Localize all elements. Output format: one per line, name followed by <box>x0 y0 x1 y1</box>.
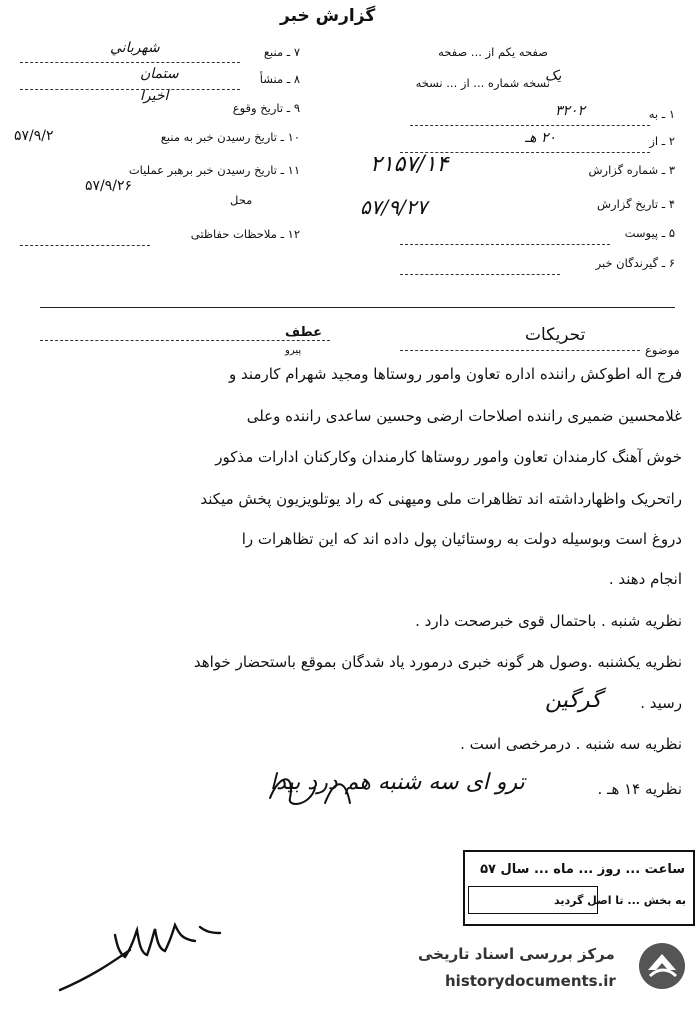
reference-label: عطف <box>285 325 323 340</box>
field-from-label: ۲ ـ از <box>649 134 675 148</box>
field-source-label: ۷ ـ منبع <box>263 45 300 59</box>
field-copy-label: نسخه شماره ... از ... نسخه <box>415 76 550 90</box>
field-security-notes-label: ۱۲ ـ ملاحظات حفاظتی <box>190 227 300 241</box>
field-to-label: ۱ ـ به <box>648 107 675 121</box>
stamp-line-1: ساعت ... روز ... ماه ... سال ۵۷ <box>480 862 685 877</box>
field-report-date-value: ۵۷/۹/۲۷ <box>360 195 428 219</box>
body-line-5: دروغ است وبوسیله دولت به روستائیان پول داده اند که این تظاهرات را <box>241 530 682 548</box>
body-line-4: راتحریک واظهارداشته اند تظاهرات ملی ومیهنی که راد یوتلویزیون پخش میکند <box>200 490 682 508</box>
handwritten-opinion-note: ترو ای سه شنبه هم درد بیدا <box>270 770 525 795</box>
archive-logo-icon <box>636 940 688 992</box>
field-source-line <box>20 62 240 63</box>
field-security-notes-line <box>20 245 150 246</box>
field-origin-line <box>20 89 240 90</box>
opinion-sunday-cont: رسید . <box>640 694 682 712</box>
opinion-saturday: نظریه شنبه . باحتمال قوی خبرصحت دارد . <box>415 612 682 630</box>
subject-value: تحریکات <box>525 325 586 345</box>
field-occurrence-date <box>160 101 300 115</box>
field-source-receive-date <box>100 130 300 144</box>
body-line-6: انجام دهند . <box>608 570 682 588</box>
archive-logo-name: مرکز بررسی اسناد تاریخی <box>418 945 615 963</box>
field-source <box>160 45 300 59</box>
reference-sub-label: پیرو <box>285 345 302 356</box>
field-ops-receive-date <box>100 163 300 177</box>
field-occurrence-date-label: ۹ ـ تاریخ وقوع <box>232 101 300 115</box>
body-line-2: غلامحسین ضمیری راننده اصلاحات ارضی وحسین ساعدی راننده وعلی <box>246 407 682 425</box>
field-recipients-line <box>400 274 560 275</box>
header-separator <box>40 307 675 308</box>
body-line-1: فرج اله اطوکش راننده اداره تعاون وامور روستاها وم‍جید شهرام کارمند و <box>229 365 682 383</box>
field-page: صفحه یکم از ... صفحه <box>438 45 548 59</box>
field-source-value: شهرباني <box>110 40 160 56</box>
field-attachment-label: ۵ ـ پیوست <box>624 226 675 240</box>
signature-gorgin: گرگین <box>545 688 602 713</box>
field-source-receive-date-value: ۵۷/۹/۲ <box>14 128 54 144</box>
field-report-number-value: ۲۱۵۷/۱۴ <box>370 152 449 177</box>
signature-scribble <box>55 905 225 995</box>
field-place-label: محل <box>230 193 253 207</box>
field-origin <box>160 72 300 86</box>
field-ops-receive-date-value: ۵۷/۹/۲۶ <box>85 178 133 194</box>
subject-label: موضوع <box>645 343 680 357</box>
field-from-value: ۲۰ هـ <box>525 130 556 146</box>
document-title: گزارش خبر <box>280 6 376 26</box>
field-recipients-label: ۶ ـ گیرندگان خبر <box>595 256 675 270</box>
opinion-tuesday: نظریه سه شنبه . درمرخصی است . <box>460 735 682 753</box>
field-to-value: ۳۲۰۲ <box>555 103 586 119</box>
reference-line <box>40 340 330 341</box>
handwritten-flourish <box>265 768 385 813</box>
field-occurrence-date-value: اخیرا <box>140 88 169 104</box>
field-origin-label: ۸ ـ منشأ <box>259 72 300 86</box>
field-origin-value: ستمان <box>140 66 179 82</box>
field-report-number-label: ۳ ـ شماره گزارش <box>588 163 675 177</box>
opinion-14h: نظریه ۱۴ هـ . <box>597 780 682 798</box>
field-security-notes <box>100 227 300 241</box>
field-attachment-line <box>400 244 610 245</box>
field-report-date-label: ۴ ـ تاریخ گزارش <box>596 197 675 211</box>
body-line-3: خوش آهنگ کارمندان تعاون وامور روستاها کارمندان وکارکنان ادارات مذکور <box>215 448 682 466</box>
subject-line <box>400 350 640 351</box>
opinion-sunday: نظریه یکشنبه .وصول هر گونه خبری درمورد یاد شدگان بموقع باستحضار خواهد <box>193 653 682 671</box>
field-copy-value: یک <box>545 68 562 84</box>
archive-logo-url: historydocuments.ir <box>445 972 616 990</box>
field-copy <box>416 76 550 90</box>
field-ops-receive-date-label: ۱۱ ـ تاریخ رسیدن خبر برهبر عملیات <box>128 163 300 177</box>
stamp-line-2: به بخش ... تا اصل گردید <box>554 894 686 907</box>
field-to-line <box>410 125 650 126</box>
field-source-receive-date-label: ۱۰ ـ تاریخ رسیدن خبر به منبع <box>160 130 300 144</box>
